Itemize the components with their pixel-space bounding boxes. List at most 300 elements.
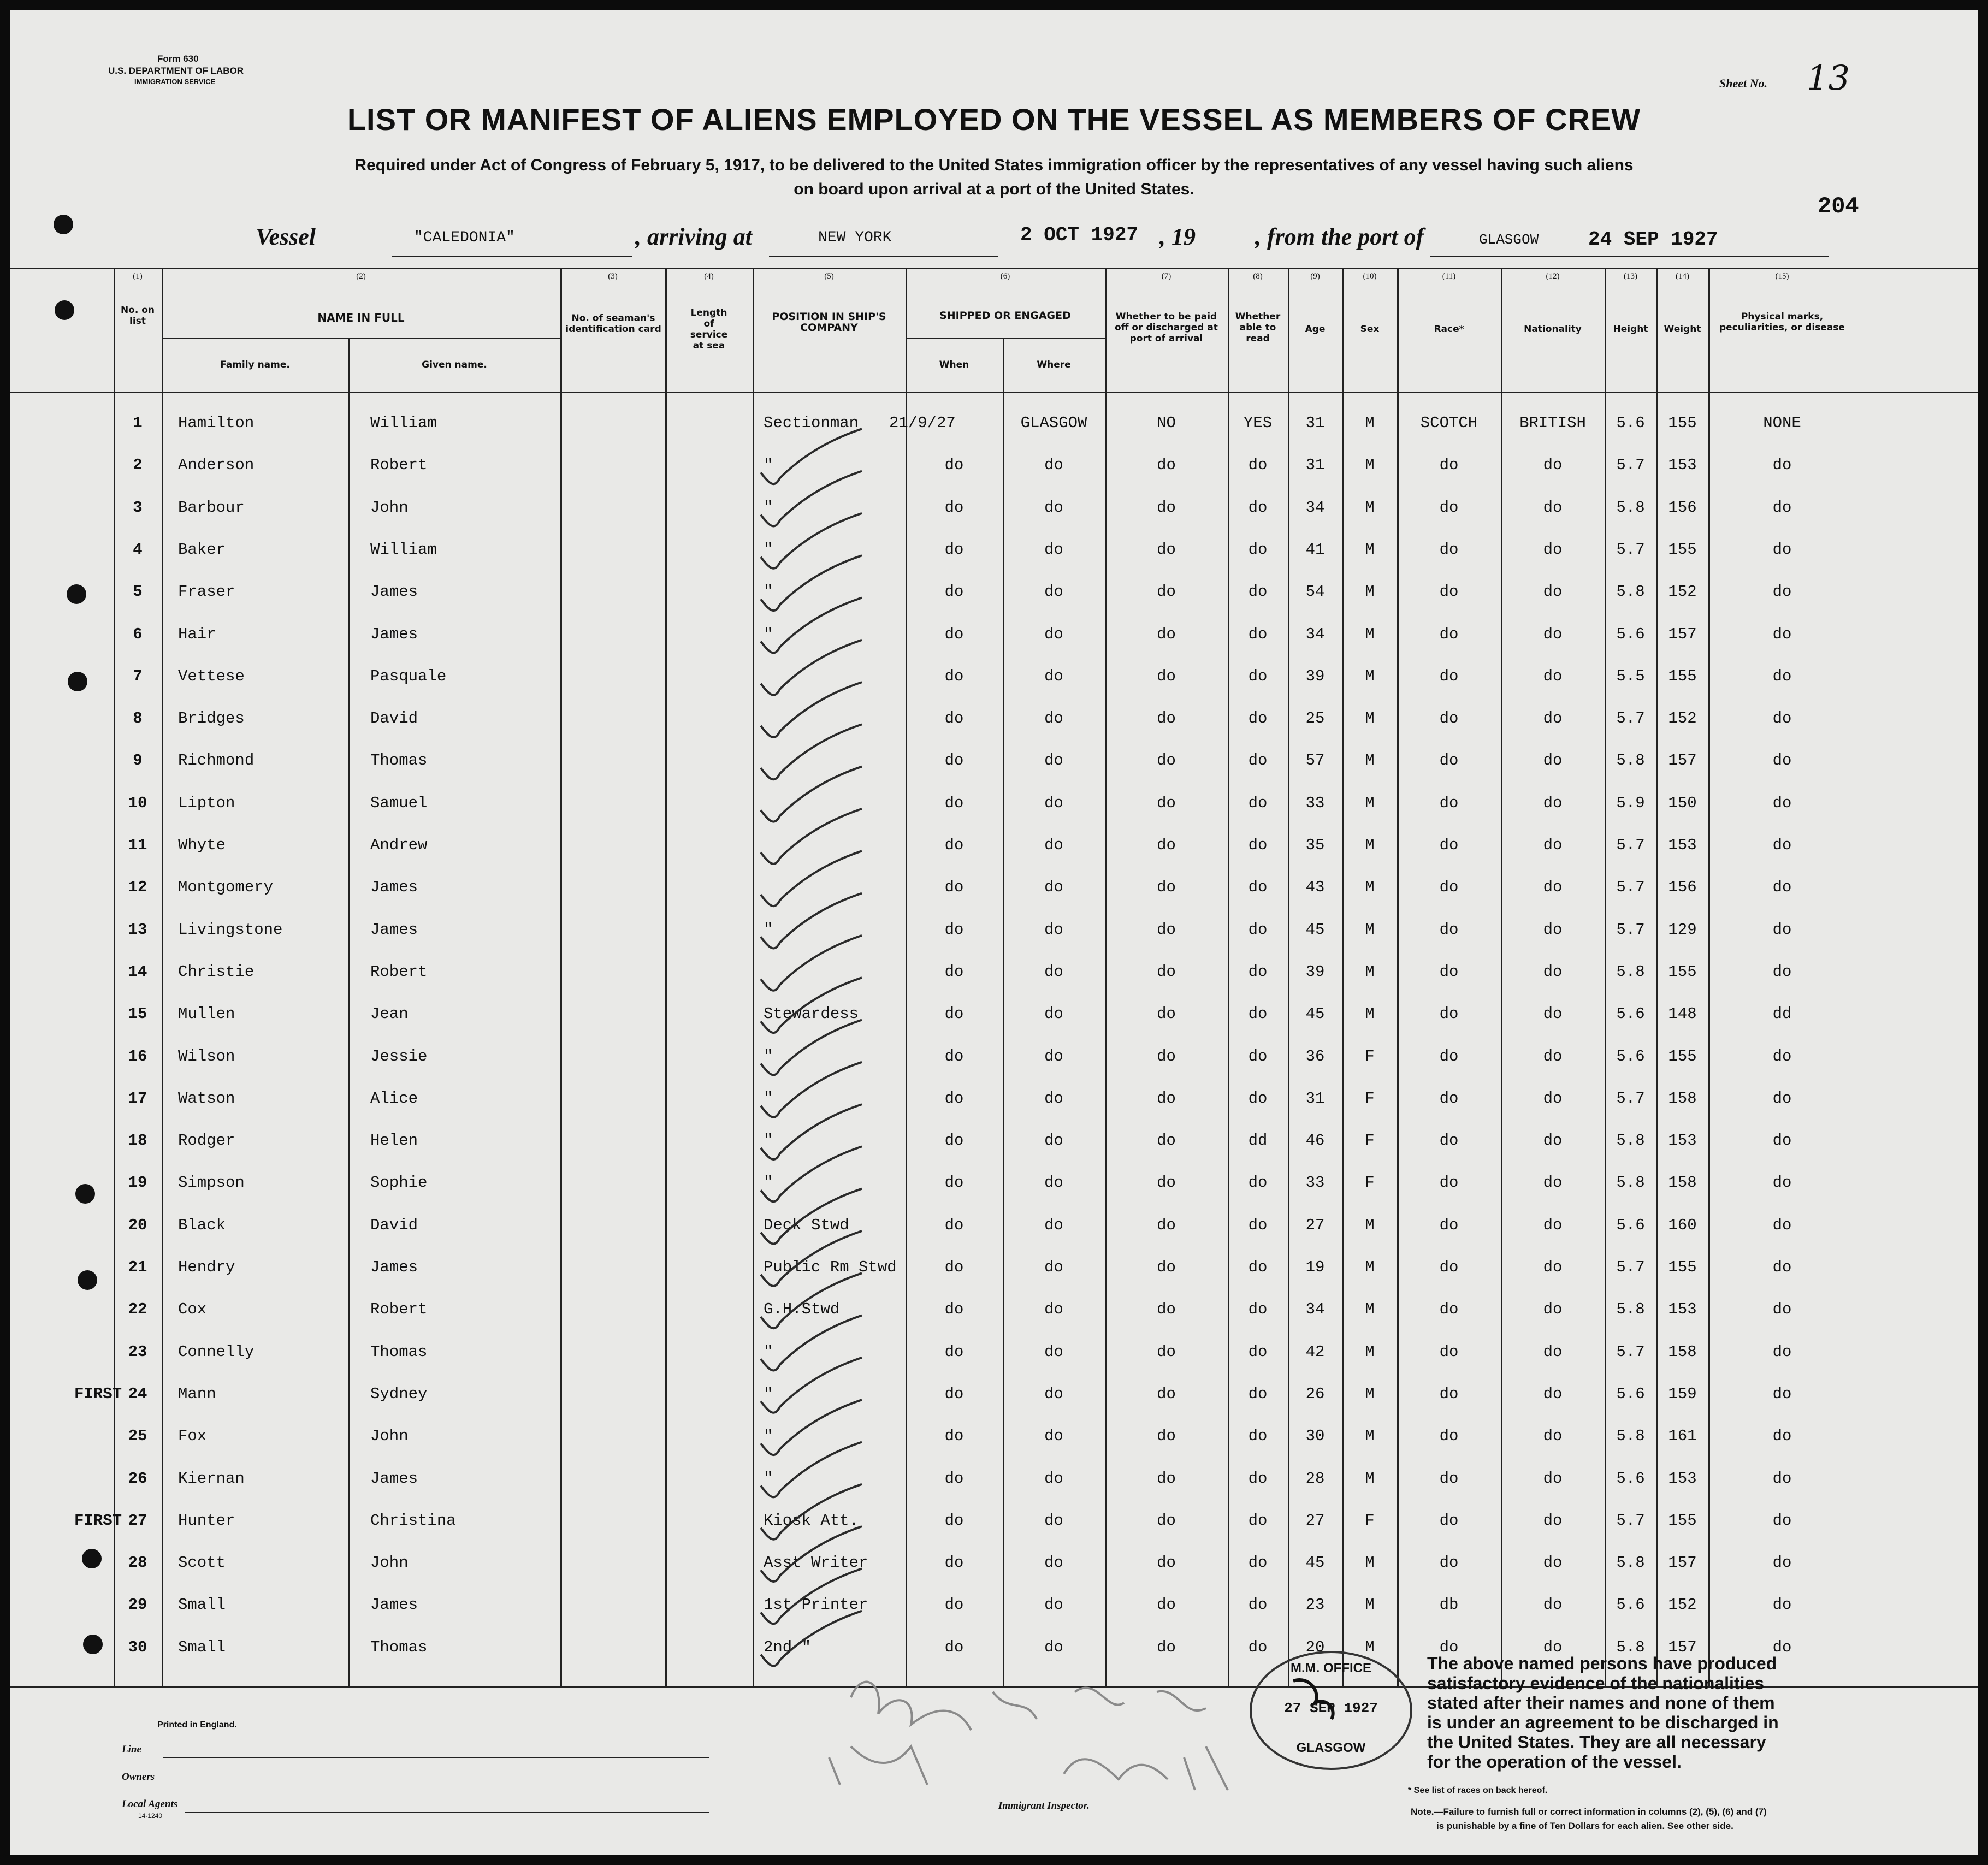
- cell-weight: 155: [1668, 414, 1697, 432]
- col-sex: Sex: [1360, 324, 1380, 335]
- cell-sex: M: [1365, 1554, 1375, 1572]
- cell-race: do: [1439, 751, 1459, 770]
- cell-sex: M: [1365, 962, 1375, 981]
- cell-physical-marks: do: [1772, 794, 1792, 812]
- cell-paid-off: do: [1157, 836, 1176, 854]
- cell-position: Sectionman: [764, 414, 859, 432]
- col-age: Age: [1305, 324, 1326, 335]
- cell-physical-marks: do: [1772, 625, 1792, 643]
- col-num: (9): [1310, 272, 1320, 281]
- cell-paid-off: do: [1157, 625, 1176, 643]
- cell-paid-off: do: [1157, 878, 1176, 897]
- cell-paid-off: do: [1157, 1216, 1176, 1234]
- cell-row-number: 22: [128, 1300, 147, 1319]
- cell-height: 5.8: [1616, 498, 1645, 517]
- cell-given-name: James: [370, 625, 418, 643]
- cell-position: G.H.Stwd: [764, 1300, 840, 1319]
- cell-paid-off: do: [1157, 583, 1176, 601]
- cell-weight: 129: [1668, 920, 1697, 939]
- cell-able-to-read: do: [1248, 583, 1268, 601]
- cell-family-name: Simpson: [178, 1174, 245, 1192]
- cell-race: do: [1439, 625, 1459, 643]
- cell-row-number: 28: [128, 1554, 147, 1572]
- cell-given-name: David: [370, 1216, 418, 1234]
- cell-shipped-where: do: [1044, 1384, 1063, 1403]
- cell-physical-marks: do: [1772, 1300, 1792, 1319]
- cell-age: 46: [1305, 1132, 1325, 1150]
- cell-able-to-read: do: [1248, 667, 1268, 685]
- cell-row-number: 2: [133, 456, 143, 475]
- cell-shipped-where: do: [1044, 878, 1063, 897]
- cell-height: 5.8: [1616, 751, 1645, 770]
- cell-shipped-when: do: [944, 1554, 964, 1572]
- cell-height: 5.5: [1616, 667, 1645, 685]
- cell-shipped-when: do: [944, 1596, 964, 1614]
- certification-line: for the operation of the vessel.: [1427, 1752, 1682, 1772]
- cell-weight: 152: [1668, 1596, 1697, 1614]
- cell-paid-off: do: [1157, 1596, 1176, 1614]
- cell-able-to-read: do: [1248, 794, 1268, 812]
- cell-shipped-where: do: [1044, 1342, 1063, 1361]
- cell-able-to-read: do: [1248, 1427, 1268, 1446]
- cell-paid-off: do: [1157, 1427, 1176, 1446]
- cell-race: do: [1439, 498, 1459, 517]
- cell-row-number: 16: [128, 1047, 147, 1065]
- certification-line: the United States. They are all necessary: [1427, 1732, 1766, 1752]
- cell-position: 1st Printer: [764, 1596, 868, 1614]
- cell-race: do: [1439, 962, 1459, 981]
- cell-able-to-read: do: [1248, 1596, 1268, 1614]
- cell-shipped-when: do: [944, 1427, 964, 1446]
- cell-nationality: do: [1543, 1638, 1563, 1656]
- cell-height: 5.8: [1616, 1300, 1645, 1319]
- cell-race: do: [1439, 667, 1459, 685]
- cell-weight: 153: [1668, 836, 1697, 854]
- line-label: Line: [122, 1744, 141, 1755]
- col-when: When: [939, 359, 969, 370]
- cell-position: ": [764, 498, 773, 517]
- cell-row-number: 14: [128, 962, 147, 981]
- cell-nationality: do: [1543, 625, 1563, 643]
- cell-given-name: Thomas: [370, 1342, 428, 1361]
- cell-physical-marks: do: [1772, 709, 1792, 728]
- cell-position: ": [764, 1384, 773, 1403]
- cell-weight: 156: [1668, 498, 1697, 517]
- local-agents-label: Local Agents: [122, 1798, 178, 1810]
- cell-given-name: Samuel: [370, 794, 428, 812]
- cell-able-to-read: do: [1248, 751, 1268, 770]
- cell-height: 5.6: [1616, 1005, 1645, 1023]
- col-num: (14): [1676, 272, 1689, 281]
- cell-given-name: Robert: [370, 962, 428, 981]
- cell-shipped-when: do: [944, 1384, 964, 1403]
- cell-age: 19: [1305, 1258, 1325, 1276]
- cell-row-number: 4: [133, 540, 143, 559]
- cell-weight: 160: [1668, 1216, 1697, 1234]
- cell-position: ": [764, 540, 773, 559]
- cell-shipped-when: do: [944, 456, 964, 475]
- cell-shipped-when: do: [944, 751, 964, 770]
- cell-family-name: Hunter: [178, 1511, 235, 1530]
- cell-family-name: Anderson: [178, 456, 255, 475]
- cell-physical-marks: dd: [1772, 1005, 1792, 1023]
- cell-height: 5.9: [1616, 794, 1645, 812]
- cell-height: 5.6: [1616, 625, 1645, 643]
- cell-row-number: 27: [128, 1511, 147, 1530]
- cell-able-to-read: do: [1248, 1554, 1268, 1572]
- cell-shipped-where: do: [1044, 920, 1063, 939]
- cell-age: 34: [1305, 1300, 1325, 1319]
- col-num: (15): [1775, 272, 1789, 281]
- cell-age: 20: [1305, 1638, 1325, 1656]
- col-family-name: Family name.: [220, 359, 290, 370]
- cell-age: 33: [1305, 794, 1325, 812]
- cell-shipped-where: do: [1044, 1216, 1063, 1234]
- cell-paid-off: do: [1157, 1384, 1176, 1403]
- cell-sex: M: [1365, 583, 1375, 601]
- cell-given-name: James: [370, 1258, 418, 1276]
- subtitle-line1: Required under Act of Congress of February 5, 1917, to be delivered to the United States immigration officer by the representatives of any vessel having such aliens: [354, 156, 1634, 174]
- page-title: LIST OR MANIFEST OF ALIENS EMPLOYED ON THE VESSEL AS MEMBERS OF CREW: [347, 102, 1641, 137]
- cell-height: 5.7: [1616, 1342, 1645, 1361]
- arrival-date-stamp: 2 OCT 1927: [1020, 224, 1139, 246]
- cell-sex: M: [1365, 751, 1375, 770]
- cell-weight: 153: [1668, 456, 1697, 475]
- cell-given-name: William: [370, 414, 437, 432]
- certification-line: stated after their names and none of them: [1427, 1693, 1775, 1713]
- cell-sex: M: [1365, 1596, 1375, 1614]
- cell-shipped-when: do: [944, 1216, 964, 1234]
- cell-given-name: Sophie: [370, 1174, 428, 1192]
- cell-family-name: Montgomery: [178, 878, 274, 897]
- arriving-port: NEW YORK: [818, 229, 892, 246]
- arriving-label: , arriving at: [635, 223, 752, 250]
- cell-weight: 157: [1668, 625, 1697, 643]
- certification-line: The above named persons have produced: [1427, 1654, 1777, 1673]
- cell-paid-off: do: [1157, 751, 1176, 770]
- cell-row-number: 11: [128, 836, 147, 854]
- cell-shipped-when: do: [944, 583, 964, 601]
- cell-weight: 152: [1668, 583, 1697, 601]
- cell-sex: F: [1365, 1089, 1375, 1108]
- cell-given-name: Jessie: [370, 1047, 428, 1065]
- cell-physical-marks: do: [1772, 1342, 1792, 1361]
- cell-physical-marks: do: [1772, 1638, 1792, 1656]
- cell-sex: M: [1365, 1427, 1375, 1446]
- cell-race: do: [1439, 1384, 1459, 1403]
- cell-row-number: 3: [133, 498, 143, 517]
- cell-shipped-where: do: [1044, 1300, 1063, 1319]
- cell-shipped-where: do: [1044, 625, 1063, 643]
- cell-position: ": [764, 456, 773, 475]
- cell-row-number: 25: [128, 1427, 147, 1446]
- cell-race: do: [1439, 1511, 1459, 1530]
- stamp-bottom-text: GLASGOW: [1296, 1740, 1366, 1755]
- cell-shipped-when: do: [944, 667, 964, 685]
- cell-given-name: James: [370, 878, 418, 897]
- cell-shipped-when: do: [944, 1005, 964, 1023]
- cell-shipped-where: do: [1044, 583, 1063, 601]
- cell-family-name: Kiernan: [178, 1469, 245, 1488]
- cell-weight: 157: [1668, 1638, 1697, 1656]
- cell-given-name: Andrew: [370, 836, 428, 854]
- cell-family-name: Connelly: [178, 1342, 255, 1361]
- cell-nationality: do: [1543, 498, 1563, 517]
- cell-race: do: [1439, 1469, 1459, 1488]
- cell-height: 5.7: [1616, 709, 1645, 728]
- cell-able-to-read: YES: [1243, 414, 1273, 432]
- cell-weight: 155: [1668, 1258, 1697, 1276]
- cell-paid-off: do: [1157, 1132, 1176, 1150]
- cell-position: ": [764, 1342, 773, 1361]
- cell-shipped-where: do: [1044, 1469, 1063, 1488]
- cell-sex: M: [1365, 836, 1375, 854]
- cell-row-number: 6: [133, 625, 143, 643]
- cell-height: 5.8: [1616, 1174, 1645, 1192]
- subtitle-line2: on board upon arrival at a port of the United States.: [794, 180, 1194, 198]
- immigrant-inspector-label: Immigrant Inspector.: [998, 1800, 1090, 1811]
- cell-able-to-read: do: [1248, 1469, 1268, 1488]
- cell-shipped-when: do: [944, 878, 964, 897]
- cell-able-to-read: do: [1248, 878, 1268, 897]
- cell-race: do: [1439, 1427, 1459, 1446]
- cell-shipped-when: do: [944, 709, 964, 728]
- cell-paid-off: do: [1157, 1638, 1176, 1656]
- cell-weight: 153: [1668, 1132, 1697, 1150]
- cell-height: 5.8: [1616, 962, 1645, 981]
- cell-shipped-when: do: [944, 1511, 964, 1530]
- cell-paid-off: do: [1157, 667, 1176, 685]
- cell-able-to-read: do: [1248, 920, 1268, 939]
- cell-height: 5.6: [1616, 1384, 1645, 1403]
- cell-weight: 153: [1668, 1300, 1697, 1319]
- cell-weight: 148: [1668, 1005, 1697, 1023]
- cell-physical-marks: do: [1772, 1258, 1792, 1276]
- cell-weight: 158: [1668, 1342, 1697, 1361]
- cell-height: 5.7: [1616, 920, 1645, 939]
- cell-shipped-when: do: [944, 1258, 964, 1276]
- cell-family-name: Mullen: [178, 1005, 235, 1023]
- cell-weight: 155: [1668, 1047, 1697, 1065]
- cell-given-name: Robert: [370, 1300, 428, 1319]
- cell-position: ": [764, 1469, 773, 1488]
- cell-shipped-when: do: [944, 836, 964, 854]
- certification-line: is under an agreement to be discharged in: [1427, 1713, 1779, 1732]
- departure-port: GLASGOW: [1479, 232, 1539, 248]
- cell-age: 36: [1305, 1047, 1325, 1065]
- cell-sex: M: [1365, 1638, 1375, 1656]
- cell-given-name: William: [370, 540, 437, 559]
- from-port-label: , from the port of: [1255, 223, 1424, 250]
- cell-sex: M: [1365, 1469, 1375, 1488]
- cell-race: do: [1439, 1342, 1459, 1361]
- cell-family-name: Hair: [178, 625, 216, 643]
- cell-nationality: do: [1543, 794, 1563, 812]
- cell-race: do: [1439, 1089, 1459, 1108]
- cell-physical-marks: do: [1772, 540, 1792, 559]
- cell-sex: M: [1365, 414, 1375, 432]
- cell-nationality: do: [1543, 667, 1563, 685]
- cell-height: 5.6: [1616, 1469, 1645, 1488]
- sheet-label: Sheet No.: [1719, 76, 1767, 90]
- cell-able-to-read: do: [1248, 1047, 1268, 1065]
- cell-shipped-where: do: [1044, 962, 1063, 981]
- cell-race: do: [1439, 1174, 1459, 1192]
- cell-paid-off: do: [1157, 1258, 1176, 1276]
- cell-height: 5.6: [1616, 1047, 1645, 1065]
- cell-family-name: Rodger: [178, 1132, 235, 1150]
- cell-family-name: Bridges: [178, 709, 245, 728]
- cell-physical-marks: do: [1772, 836, 1792, 854]
- cell-nationality: do: [1543, 583, 1563, 601]
- col-num: (10): [1363, 272, 1377, 281]
- cell-given-name: Christina: [370, 1511, 456, 1530]
- cell-physical-marks: do: [1772, 1089, 1792, 1108]
- cell-paid-off: do: [1157, 456, 1176, 475]
- cell-sex: M: [1365, 667, 1375, 685]
- cell-weight: 161: [1668, 1427, 1697, 1446]
- cell-physical-marks: do: [1772, 920, 1792, 939]
- cell-sex: F: [1365, 1511, 1375, 1530]
- col-num: (7): [1161, 272, 1172, 281]
- col-num: (2): [356, 272, 366, 281]
- cell-position: 2nd ": [764, 1638, 812, 1656]
- cell-row-number: 23: [128, 1342, 147, 1361]
- cell-family-name: Livingstone: [178, 920, 283, 939]
- cell-race: do: [1439, 794, 1459, 812]
- cell-given-name: John: [370, 1554, 409, 1572]
- cell-nationality: do: [1543, 920, 1563, 939]
- cell-shipped-where: do: [1044, 709, 1063, 728]
- col-seaman-id: No. of seaman's identification card: [565, 313, 661, 335]
- cell-weight: 159: [1668, 1384, 1697, 1403]
- cell-able-to-read: do: [1248, 836, 1268, 854]
- cell-shipped-where: do: [1044, 1089, 1063, 1108]
- cell-position: Kiosk Att.: [764, 1511, 859, 1530]
- cell-race: do: [1439, 709, 1459, 728]
- cell-shipped-where: do: [1044, 1596, 1063, 1614]
- cell-physical-marks: NONE: [1763, 414, 1801, 432]
- cell-row-number: 8: [133, 709, 143, 728]
- cell-shipped-where: do: [1044, 1005, 1063, 1023]
- cell-nationality: do: [1543, 1089, 1563, 1108]
- cell-sex: F: [1365, 1132, 1375, 1150]
- cell-nationality: do: [1543, 1511, 1563, 1530]
- cell-age: 28: [1305, 1469, 1325, 1488]
- cell-family-name: Cox: [178, 1300, 207, 1319]
- cell-weight: 153: [1668, 1469, 1697, 1488]
- cell-physical-marks: do: [1772, 878, 1792, 897]
- cell-age: 42: [1305, 1342, 1325, 1361]
- cell-nationality: do: [1543, 540, 1563, 559]
- cell-age: 43: [1305, 878, 1325, 897]
- cell-family-name: Hamilton: [178, 414, 255, 432]
- cell-age: 33: [1305, 1174, 1325, 1192]
- cell-shipped-when: do: [944, 1174, 964, 1192]
- cell-able-to-read: do: [1248, 1511, 1268, 1530]
- cell-family-name: Watson: [178, 1089, 235, 1108]
- cell-shipped-when: 21/9/27: [889, 414, 956, 432]
- cell-sex: M: [1365, 709, 1375, 728]
- cell-family-name: Barbour: [178, 498, 245, 517]
- cell-shipped-when: do: [944, 1342, 964, 1361]
- cell-nationality: do: [1543, 878, 1563, 897]
- cell-given-name: James: [370, 1469, 418, 1488]
- cell-nationality: do: [1543, 1554, 1563, 1572]
- col-able-to-read: Whether able to read: [1235, 311, 1281, 344]
- cell-position: ": [764, 920, 773, 939]
- cell-paid-off: do: [1157, 794, 1176, 812]
- cell-height: 5.8: [1616, 1132, 1645, 1150]
- cell-physical-marks: do: [1772, 751, 1792, 770]
- cell-physical-marks: do: [1772, 1047, 1792, 1065]
- cell-race: do: [1439, 1258, 1459, 1276]
- cell-row-number: 12: [128, 878, 147, 897]
- cell-age: 35: [1305, 836, 1325, 854]
- cell-shipped-where: do: [1044, 1258, 1063, 1276]
- col-num: (5): [824, 272, 834, 281]
- cell-physical-marks: do: [1772, 1554, 1792, 1572]
- service-label: IMMIGRATION SERVICE: [134, 78, 216, 86]
- col-race: Race*: [1434, 324, 1464, 335]
- cell-age: 39: [1305, 667, 1325, 685]
- cell-race: do: [1439, 1554, 1459, 1572]
- cell-shipped-where: do: [1044, 1174, 1063, 1192]
- cell-family-name: Lipton: [178, 794, 235, 812]
- stamp-date: 27 SEP 1927: [1284, 1700, 1378, 1716]
- cell-age: 34: [1305, 625, 1325, 643]
- cell-age: 25: [1305, 709, 1325, 728]
- cell-shipped-when: do: [944, 498, 964, 517]
- cell-family-name: Black: [178, 1216, 226, 1234]
- cell-shipped-when: do: [944, 920, 964, 939]
- cell-row-number: 7: [133, 667, 143, 685]
- cell-nationality: do: [1543, 1047, 1563, 1065]
- cell-age: 45: [1305, 1554, 1325, 1572]
- cell-able-to-read: do: [1248, 625, 1268, 643]
- cell-able-to-read: do: [1248, 1384, 1268, 1403]
- cell-race: SCOTCH: [1420, 414, 1478, 432]
- cell-able-to-read: do: [1248, 709, 1268, 728]
- cell-shipped-where: do: [1044, 1047, 1063, 1065]
- cell-paid-off: do: [1157, 1511, 1176, 1530]
- cell-race: do: [1439, 1047, 1459, 1065]
- department-label: U.S. DEPARTMENT OF LABOR: [108, 66, 244, 76]
- cell-given-name: Helen: [370, 1132, 418, 1150]
- cell-position: ": [764, 583, 773, 601]
- cell-height: 5.7: [1616, 540, 1645, 559]
- cell-sex: F: [1365, 1174, 1375, 1192]
- cell-sex: M: [1365, 878, 1375, 897]
- cell-given-name: Thomas: [370, 751, 428, 770]
- vessel-label: Vessel: [256, 223, 316, 250]
- cell-family-name: Fraser: [178, 583, 235, 601]
- cell-family-name: Mann: [178, 1384, 216, 1403]
- cell-paid-off: do: [1157, 709, 1176, 728]
- cell-nationality: do: [1543, 962, 1563, 981]
- cell-nationality: do: [1543, 1427, 1563, 1446]
- cell-weight: 157: [1668, 1554, 1697, 1572]
- cell-row-number: 9: [133, 751, 143, 770]
- cell-shipped-where: do: [1044, 456, 1063, 475]
- cell-paid-off: NO: [1157, 414, 1176, 432]
- cell-age: 41: [1305, 540, 1325, 559]
- col-name-in-full: NAME IN FULL: [317, 311, 405, 324]
- cell-physical-marks: do: [1772, 667, 1792, 685]
- col-num: (8): [1253, 272, 1263, 281]
- cell-paid-off: do: [1157, 1342, 1176, 1361]
- cell-physical-marks: do: [1772, 1596, 1792, 1614]
